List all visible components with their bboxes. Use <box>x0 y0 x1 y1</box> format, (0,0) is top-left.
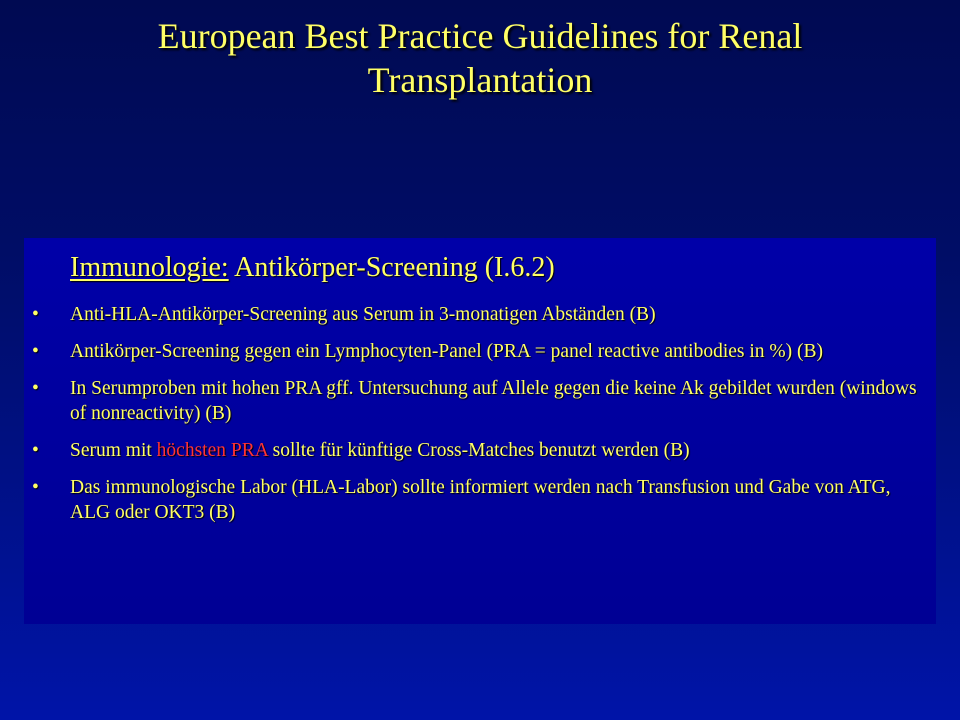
bullet-dot: • <box>32 341 39 362</box>
section-heading-topic: Immunologie: <box>70 252 229 283</box>
bullet-text: In Serumproben mit hohen PRA gff. Untersuchung auf Allele gegen die keine Ak gebildet wurden (windows of nonreactivity) (B) <box>70 378 917 424</box>
slide-title-line-2: Transplantation <box>367 60 593 100</box>
bullet-text: Antikörper-Screening gegen ein Lymphocyten-Panel (PRA = panel reactive antibodies in %) (B) <box>70 341 824 362</box>
bullet-item <box>32 302 922 327</box>
bullet-highlight: höchsten PRA <box>156 440 268 461</box>
section-heading-subtitle: Antikörper-Screening (I.6.2) <box>228 252 555 283</box>
bullet-text: Anti-HLA-Antikörper-Screening aus Serum in 3-monatigen Abständen (B) <box>70 304 656 325</box>
section-heading <box>70 250 555 286</box>
bullet-item <box>32 376 922 426</box>
bullet-item <box>32 438 922 463</box>
bullet-text-pre: Serum mit <box>70 440 157 461</box>
bullet-dot: • <box>32 378 39 399</box>
bullet-item <box>32 475 922 525</box>
bullet-dot: • <box>32 477 39 498</box>
bullet-item <box>32 339 922 364</box>
bullet-text: Das immunologische Labor (HLA-Labor) sollte informiert werden nach Transfusion und Gabe von ATG, ALG oder OKT3 (B) <box>70 477 891 523</box>
slide-title <box>40 14 920 102</box>
bullet-list <box>32 302 922 537</box>
bullet-text-post: sollte für künftige Cross-Matches benutzt werden (B) <box>267 440 690 461</box>
bullet-dot: • <box>32 440 39 461</box>
bullet-dot: • <box>32 304 39 325</box>
slide-title-line-1: European Best Practice Guidelines for Renal <box>157 16 803 56</box>
